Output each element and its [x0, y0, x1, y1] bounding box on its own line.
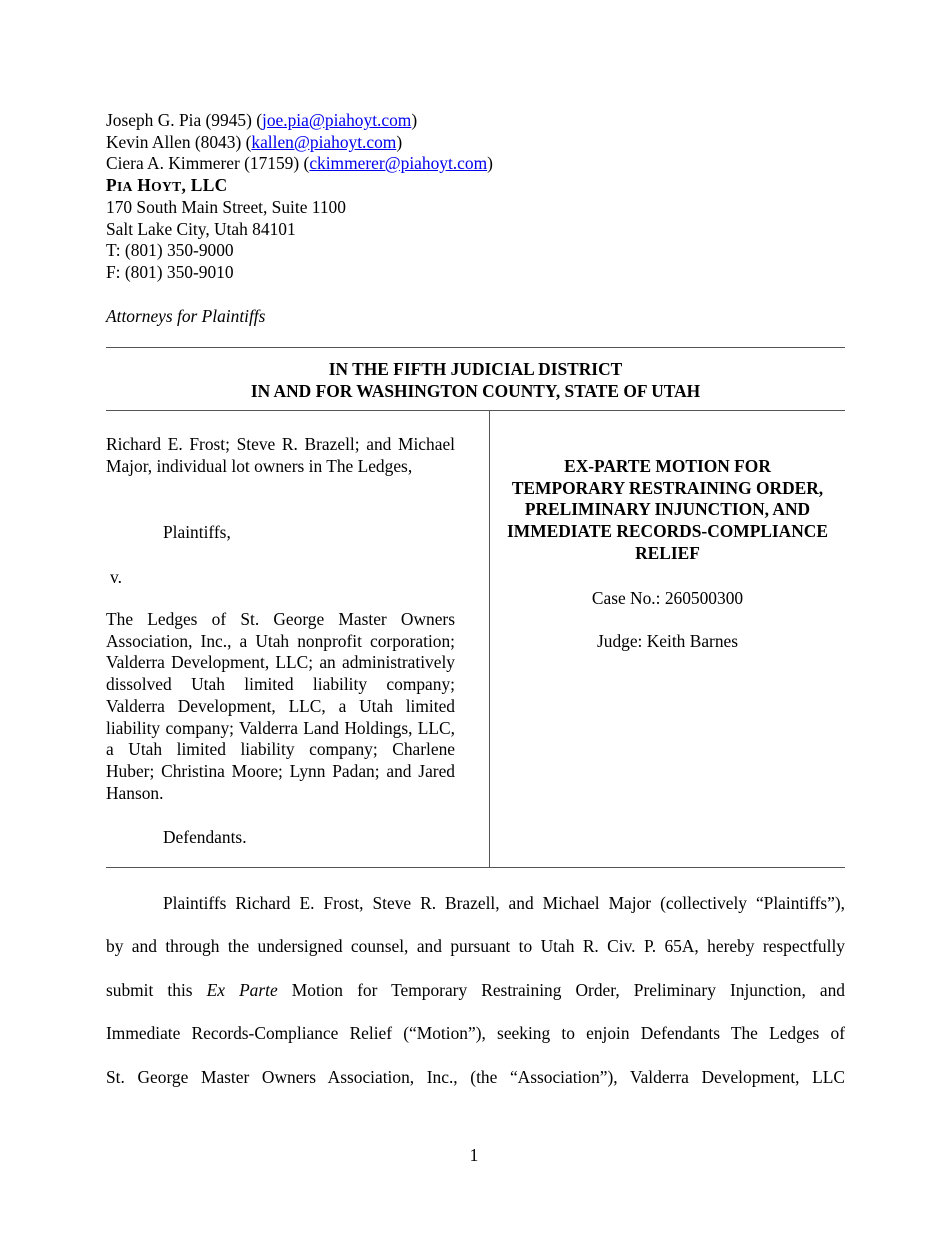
defendants-names: The Ledges of St. George Master Owners Association, Inc., a Utah nonprofit corporation; Valderra Development, LLC; an administratively dissolved Utah limited liability company; Valderra Development, LLC, a Utah limited liability company; Valderra Land Holdings, LLC, a Utah limited liability company; Charlene Huber; Christina Moore; Lynn Padan; and Jared Hanson.: [106, 609, 455, 803]
court-line-1: IN THE FIFTH JUDICIAL DISTRICT: [328, 359, 623, 379]
firm-name: PIA HOYT, LLC: [106, 175, 228, 195]
firm-address-street: 170 South Main Street, Suite 1100: [106, 197, 346, 217]
body-line: Plaintiffs Richard E. Frost, Steve R. Brazell, and Michael Major (collectively “Plaintiffs”),: [163, 893, 845, 913]
case-number: Case No.: 260500300: [591, 588, 744, 608]
motion-title-line: RELIEF: [635, 542, 700, 563]
body-line: Immediate Records-Compliance Relief (“Motion”), seeking to enjoin Defendants The Ledges of: [106, 1023, 845, 1043]
divider-top: [106, 347, 845, 348]
page-number: 1: [469, 1145, 479, 1165]
judge-name: Judge: Keith Barnes: [596, 631, 739, 651]
attorney-2: Kevin Allen (8043) (kallen@piahoyt.com): [106, 132, 403, 152]
body-line: submit this Ex Parte Motion for Temporary Restraining Order, Preliminary Injunction, and: [106, 980, 845, 1000]
motion-title-line: EX-PARTE MOTION FOR: [564, 456, 771, 476]
divider-caption-top: [106, 410, 845, 411]
motion-title-line: TEMPORARY RESTRAINING ORDER,: [511, 477, 824, 498]
email-link-allen[interactable]: kallen@piahoyt.com: [251, 132, 397, 152]
attorney-3: Ciera A. Kimmerer (17159) (ckimmerer@piahoyt.com): [106, 153, 493, 173]
attorney-1: Joseph G. Pia (9945) (joe.pia@piahoyt.com): [106, 110, 418, 130]
firm-phone: T: (801) 350-9000: [106, 240, 234, 260]
versus-label: v.: [110, 567, 122, 587]
motion-title-line: IMMEDIATE RECORDS-COMPLIANCE: [507, 521, 828, 542]
motion-title-line: PRELIMINARY INJUNCTION, AND: [524, 499, 811, 520]
body-line: by and through the undersigned counsel, and pursuant to Utah R. Civ. P. 65A, hereby respectfully: [106, 936, 845, 956]
motion-title: [490, 456, 845, 565]
attorney-role: Attorneys for Plaintiffs: [106, 306, 266, 326]
firm-address-city: Salt Lake City, Utah 84101: [106, 219, 296, 239]
court-line-2: IN AND FOR WASHINGTON COUNTY, STATE OF UTAH: [250, 381, 701, 401]
plaintiffs-label: Plaintiffs,: [163, 522, 231, 542]
defendants-label: Defendants.: [163, 827, 247, 847]
email-link-kimmerer[interactable]: ckimmerer@piahoyt.com: [309, 153, 488, 173]
firm-fax: F: (801) 350-9010: [106, 262, 234, 282]
email-link-pia[interactable]: joe.pia@piahoyt.com: [262, 110, 412, 130]
body-line: St. George Master Owners Association, Inc., (the “Association”), Valderra Development, LLC: [106, 1067, 845, 1087]
plaintiffs-names: Richard E. Frost; Steve R. Brazell; and Michael Major, individual lot owners in The Ledges,: [106, 434, 455, 476]
divider-caption-bottom: [106, 867, 845, 868]
